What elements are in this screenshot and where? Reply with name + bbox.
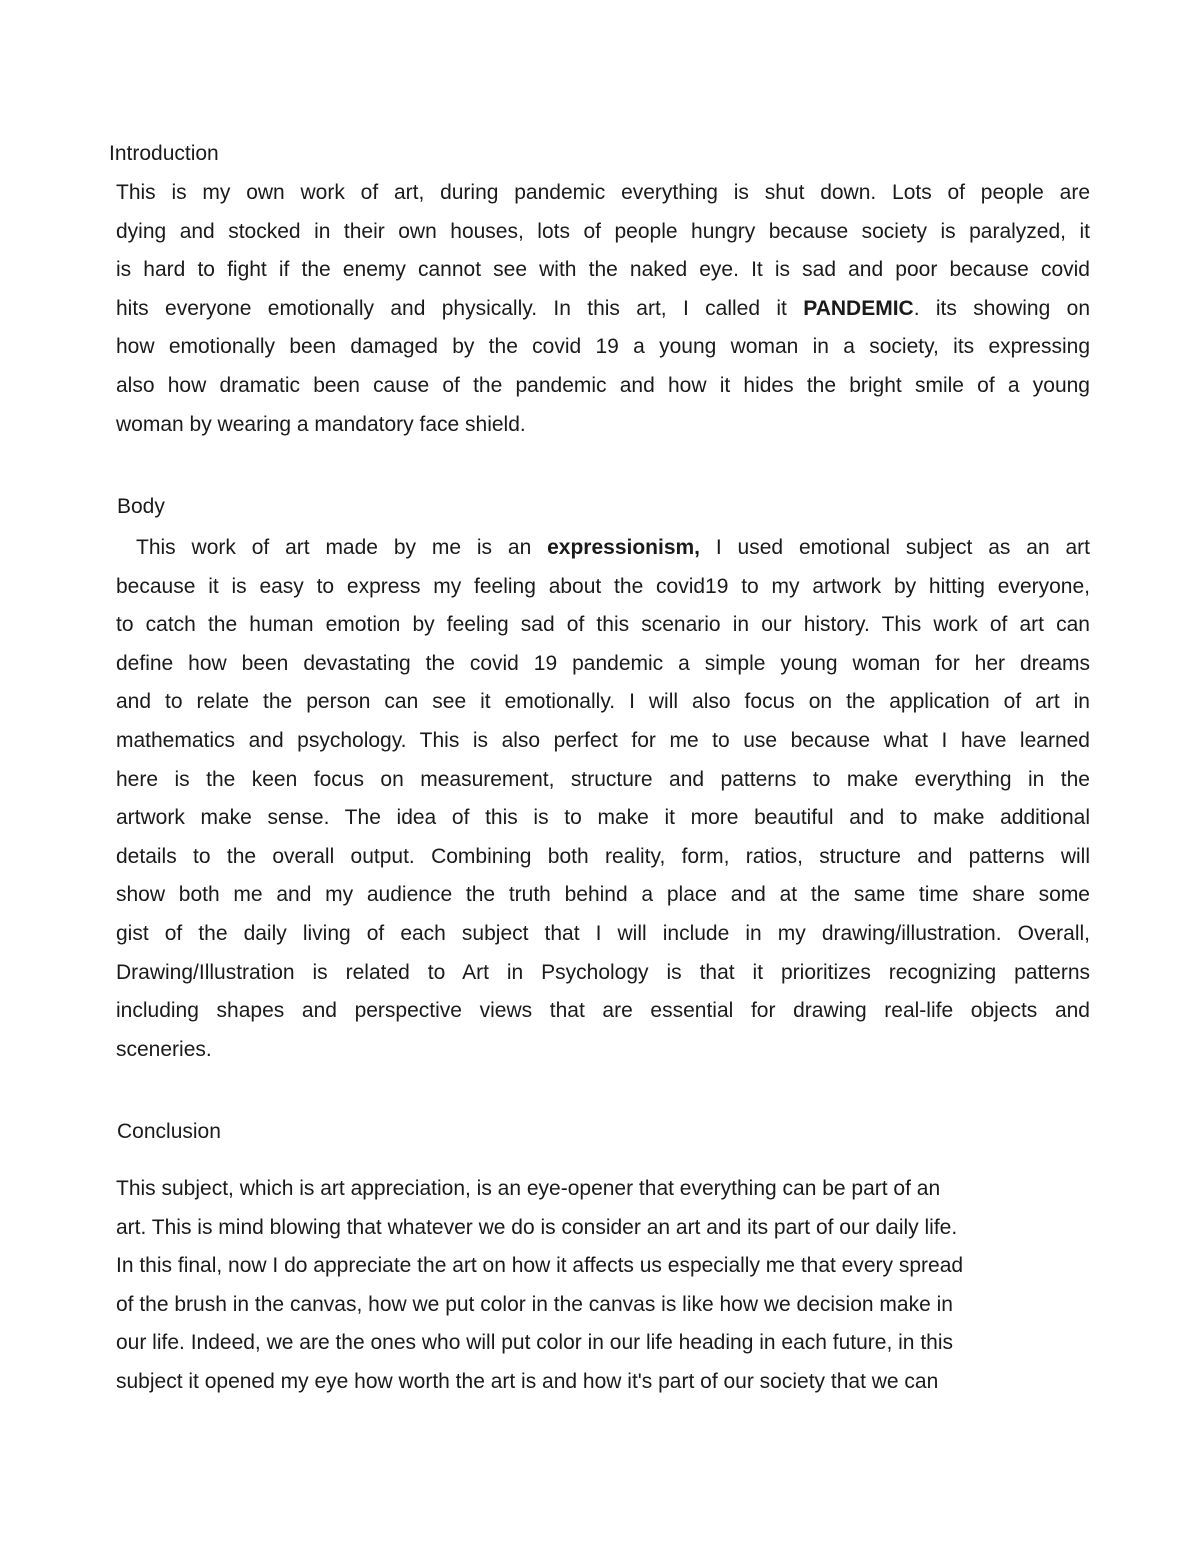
paragraph-line: and to relate the person can see it emotionally. I will also focus on the application of art in <box>116 690 1090 714</box>
conclusion-heading: Conclusion <box>117 1120 221 1143</box>
paragraph-line: because it is easy to express my feeling about the covid19 to my artwork by hitting everyone, <box>116 574 1090 598</box>
paragraph-line: This subject, which is art appreciation, is an eye-opener that everything can be part of an <box>116 1177 941 1200</box>
paragraph-line: sceneries. <box>116 1037 212 1061</box>
line-text: I used emotional subject as an art <box>700 536 1090 559</box>
paragraph-line: artwork make sense. The idea of this is to make it more beautiful and to make additional <box>116 806 1090 830</box>
paragraph-line: of the brush in the canvas, how we put color in the canvas is like how we decision make in <box>116 1292 953 1316</box>
paragraph-line: show both me and my audience the truth behind a place and at the same time share some <box>116 883 1090 907</box>
paragraph-line: mathematics and psychology. This is also perfect for me to use because what I have learned <box>116 728 1090 752</box>
paragraph-line: subject it opened my eye how worth the art is and how it's part of our society that we can <box>116 1369 939 1393</box>
paragraph-line: here is the keen focus on measurement, structure and patterns to make everything in the <box>116 767 1090 791</box>
paragraph-line: also how dramatic been cause of the pandemic and how it hides the bright smile of a young <box>116 373 1090 397</box>
artwork-title-bold: PANDEMIC <box>803 296 914 320</box>
line-text: This work of art made by me is an <box>136 536 548 559</box>
line-text: hits everyone emotionally and physically. In this art, I called it <box>116 296 804 320</box>
paragraph-line <box>116 529 1090 568</box>
conclusion-paragraph <box>116 1170 1078 1402</box>
introduction-heading: Introduction <box>109 142 219 165</box>
paragraph-line: including shapes and perspective views that are essential for drawing real-life objects and <box>116 999 1090 1023</box>
paragraph-line: details to the overall output. Combining both reality, form, ratios, structure and patterns will <box>116 844 1090 868</box>
paragraph-line: to catch the human emotion by feeling sad of this scenario in our history. This work of art can <box>116 613 1090 637</box>
paragraph-line <box>116 290 1090 329</box>
paragraph-line: This is my own work of art, during pandemic everything is shut down. Lots of people are <box>116 181 1090 204</box>
paragraph-line: woman by wearing a mandatory face shield. <box>116 412 526 436</box>
paragraph-line: define how been devastating the covid 19 pandemic a simple young woman for her dreams <box>116 651 1090 675</box>
paragraph-line: Drawing/Illustration is related to Art in Psychology is that it prioritizes recognizing patterns <box>116 960 1090 984</box>
paragraph-line: In this final, now I do appreciate the art on how it affects us especially me that every spread <box>116 1254 964 1278</box>
introduction-paragraph <box>116 174 1090 444</box>
paragraph-line: gist of the daily living of each subject that I will include in my drawing/illustration. Overall, <box>116 921 1090 945</box>
paragraph-line: our life. Indeed, we are the ones who will put color in our life heading in each future, in this <box>116 1331 953 1355</box>
art-style-bold: expressionism, <box>547 536 701 559</box>
paragraph-line: how emotionally been damaged by the covid 19 a young woman in a society, its expressing <box>116 335 1090 359</box>
body-paragraph <box>116 529 1090 1069</box>
paragraph-line: is hard to fight if the enemy cannot see with the naked eye. It is sad and poor because covid <box>116 258 1090 282</box>
paragraph-line: dying and stocked in their own houses, lots of people hungry because society is paralyzed, it <box>116 219 1090 243</box>
body-heading: Body <box>117 495 165 518</box>
paragraph-line: art. This is mind blowing that whatever we do is consider an art and its part of our daily life. <box>116 1215 958 1239</box>
line-text: . its showing on <box>913 296 1090 320</box>
